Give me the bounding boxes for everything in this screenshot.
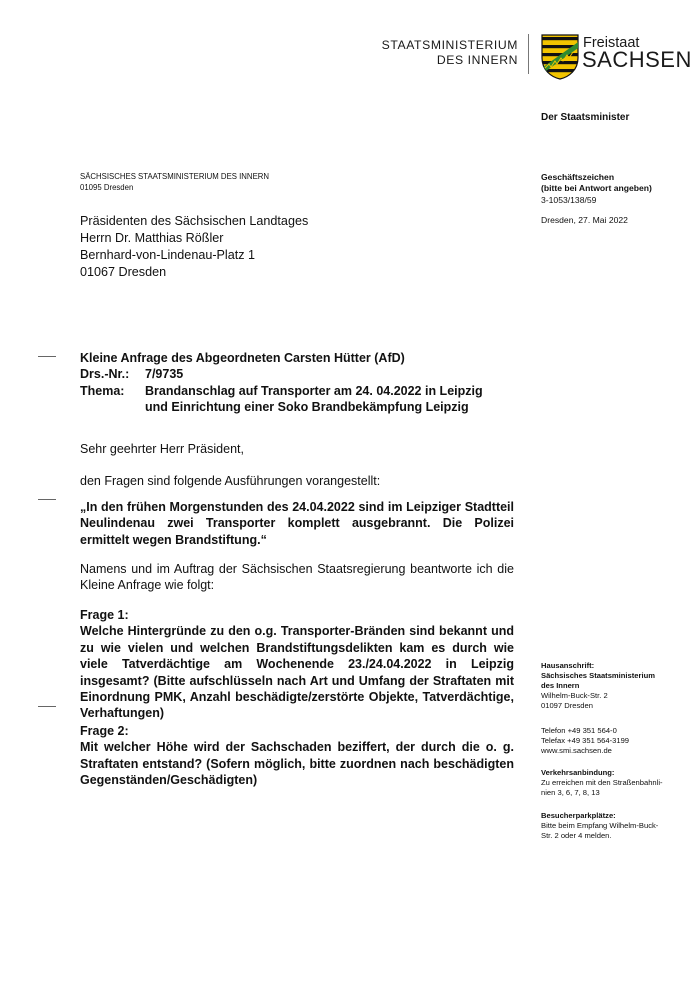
recipient-line3: Bernhard-von-Lindenau-Platz 1 bbox=[80, 248, 256, 262]
address-line3: Wilhelm-Buck-Str. 2 bbox=[541, 691, 608, 701]
sender-address bbox=[80, 172, 269, 193]
sidebar-parking bbox=[541, 811, 681, 841]
address-label: Hausanschrift: bbox=[541, 661, 595, 670]
parking-label: Besucherparkplätze: bbox=[541, 811, 616, 820]
thema-line2: und Einrichtung einer Soko Brandbekämpfung Leipzig bbox=[145, 399, 469, 414]
subject-title: Kleine Anfrage des Abgeordneten Carsten Hütter (AfD) bbox=[80, 351, 405, 365]
question-1 bbox=[80, 607, 514, 722]
sidebar-contact bbox=[541, 726, 681, 756]
thema-label: Thema: bbox=[80, 383, 125, 398]
website: www.smi.sachsen.de bbox=[541, 746, 612, 756]
phone-number: Telefon +49 351 564-0 bbox=[541, 726, 617, 735]
answer-intro: Namens und im Auftrag der Sächsischen Staatsregierung beantworte ich die Kleine Anfrage wie folgt: bbox=[80, 562, 514, 593]
intro-text: den Fragen sind folgende Ausführungen vorangestellt: bbox=[80, 474, 381, 488]
fold-mark bbox=[38, 356, 56, 357]
fold-mark bbox=[38, 706, 56, 707]
minister-label: Der Staatsminister bbox=[541, 112, 630, 123]
sidebar-address bbox=[541, 661, 681, 711]
letter-date: Dresden, 27. Mai 2022 bbox=[541, 215, 628, 225]
question-2 bbox=[80, 723, 514, 789]
address-line1: Sächsisches Staatsministerium bbox=[541, 671, 655, 681]
question-2-text: Mit welcher Höhe wird der Sachschaden beziffert, der durch die o. g. Straftaten entstand? (Sofern möglich, bitte zuordnen nach beschädigten Gegenständen/Geschädigten) bbox=[80, 740, 514, 788]
recipient-line1: Präsidenten des Sächsischen Landtages bbox=[80, 214, 309, 228]
fax-number: Telefax +49 351 564-3199 bbox=[541, 736, 630, 746]
drs-label: Drs.-Nr.: bbox=[80, 367, 130, 382]
question-1-text: Welche Hintergründe zu den o.g. Transporter-Bränden sind bekannt und zu wie vielen und welchen Brandstiftungsdelikten kam es durch wie viele Tatverdächtige am Wochenende 23./24.04.2022 in Leipzig insgesamt? (Bitte aufschlüsseln nach Art und Umfang der Straftaten mit Einordnung PMK, Anzahl beschädigte/zerstörte Objekte, Tatverdächtige, Verhaftungen) bbox=[80, 624, 514, 721]
punch-mark bbox=[38, 499, 56, 500]
reference-hint: (bitte bei Antwort angeben) bbox=[541, 183, 652, 194]
transport-line2: nien 3, 6, 7, 8, 13 bbox=[541, 788, 600, 798]
ministry-name-line2: DES INNERN bbox=[436, 53, 518, 67]
question-1-label: Frage 1: bbox=[80, 608, 129, 622]
saxony-coat-of-arms-icon bbox=[541, 34, 579, 80]
logo-freistaat: Freistaat bbox=[583, 35, 640, 51]
reference-label: Geschäftszeichen bbox=[541, 172, 615, 182]
reference-number: 3-1053/138/59 bbox=[541, 194, 597, 205]
transport-line1: Zu erreichen mit den Straßenbahnli- bbox=[541, 778, 663, 788]
recipient-line2: Herrn Dr. Matthias Rößler bbox=[80, 231, 224, 245]
sidebar-transport bbox=[541, 768, 681, 798]
transport-label: Verkehrsanbindung: bbox=[541, 768, 615, 777]
question-2-label: Frage 2: bbox=[80, 724, 129, 738]
recipient-line4: 01067 Dresden bbox=[80, 265, 167, 279]
subject-block bbox=[80, 350, 520, 415]
parking-line2: Str. 2 oder 4 melden. bbox=[541, 831, 612, 841]
salutation: Sehr geehrter Herr Präsident, bbox=[80, 442, 244, 456]
address-line4: 01097 Dresden bbox=[541, 701, 593, 711]
reference-block bbox=[541, 172, 652, 206]
sender-line2: 01095 Dresden bbox=[80, 182, 134, 192]
ministry-name bbox=[382, 38, 518, 68]
drs-number: 7/9735 bbox=[145, 367, 184, 382]
logo-sachsen: SACHSEN bbox=[582, 47, 692, 72]
header-divider bbox=[528, 34, 529, 74]
quoted-statement: „In den frühen Morgenstunden des 24.04.2022 sind im Leipziger Stadtteil Neulindenau zwei Transporter komplett ausgebrannt. Die Polizei ermittelt wegen Brandstiftung.“ bbox=[80, 500, 514, 547]
thema-line1: Brandanschlag auf Transporter am 24. 04.2022 in Leipzig bbox=[145, 383, 483, 398]
recipient-address bbox=[80, 213, 308, 281]
parking-line1: Bitte beim Empfang Wilhelm-Buck- bbox=[541, 821, 659, 831]
ministry-name-line1: STAATSMINISTERIUM bbox=[381, 38, 518, 52]
address-line2: des Innern bbox=[541, 681, 580, 691]
sender-line1: SÄCHSISCHES STAATSMINISTERIUM DES INNERN bbox=[80, 172, 270, 181]
